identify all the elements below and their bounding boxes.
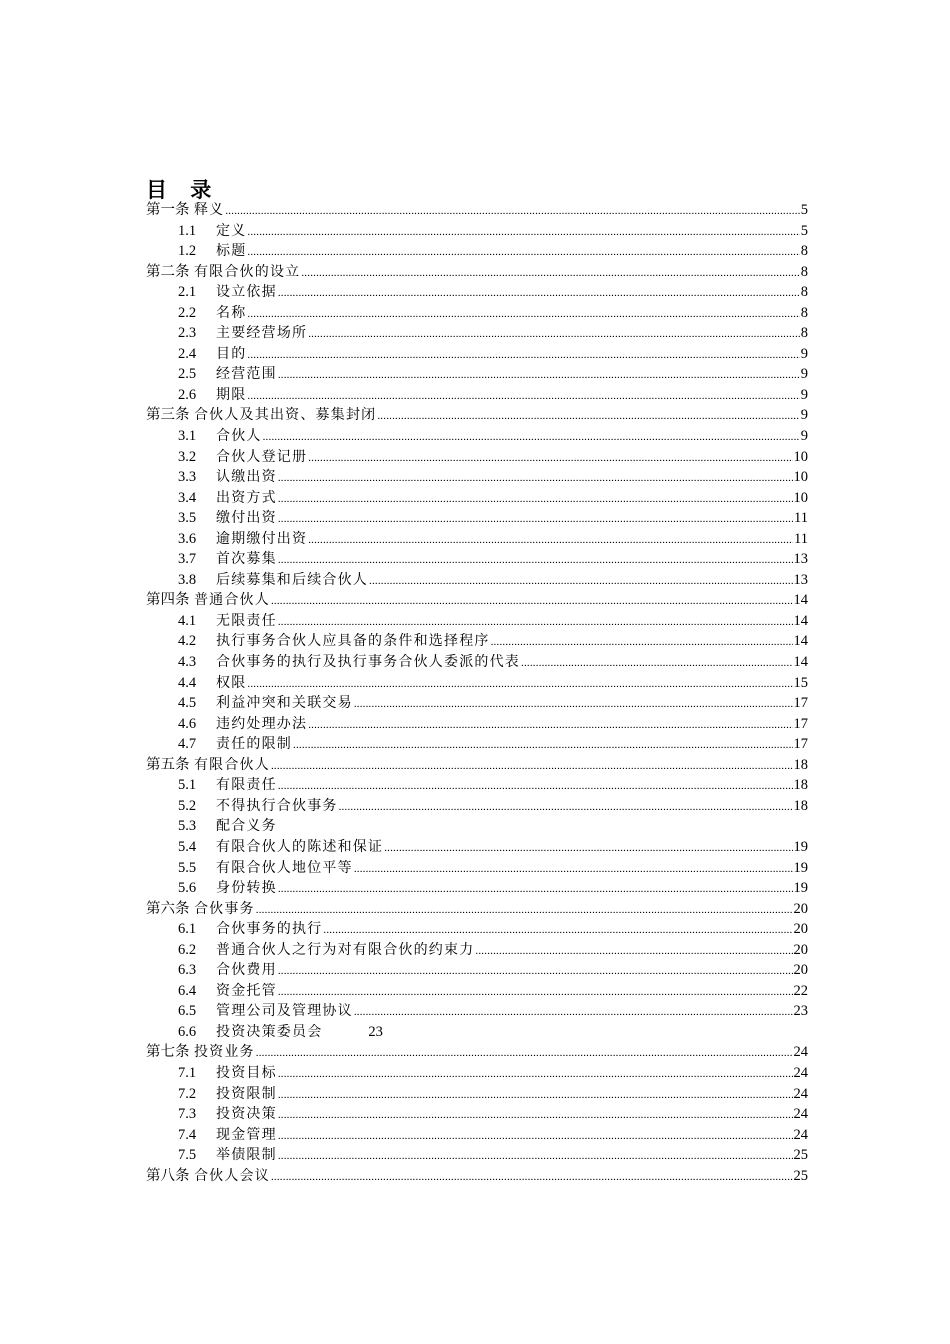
toc-page-number: 9 (800, 366, 808, 383)
toc-page-number: 11 (794, 510, 808, 527)
toc-subsection-entry[interactable] (146, 960, 808, 981)
toc-dot-leader (278, 1126, 793, 1147)
toc-subsection-entry[interactable] (146, 652, 808, 673)
toc-dot-leader (278, 468, 793, 489)
toc-page-number: 19 (793, 880, 808, 897)
toc-entry-label: 投资限制 (216, 1085, 277, 1102)
toc-subsection-entry[interactable] (146, 447, 808, 468)
toc-entry-number: 2.1 (178, 284, 197, 301)
toc-page-number: 20 (793, 900, 808, 917)
toc-subsection-entry[interactable] (146, 673, 808, 694)
toc-subsection-entry[interactable] (146, 426, 808, 447)
toc-page-number: 19 (793, 859, 808, 876)
toc-entry-label: 有限合伙人的陈述和保证 (216, 838, 384, 855)
toc-dot-leader (377, 406, 799, 427)
toc-page-number: 10 (793, 448, 808, 465)
toc-subsection-entry[interactable] (146, 858, 808, 879)
toc-entry-number: 5.6 (178, 880, 197, 897)
toc-dot-leader (278, 982, 793, 1003)
toc-entry-label: 释义 (193, 202, 225, 218)
toc-subsection-entry[interactable] (146, 221, 808, 242)
toc-page-number: 9 (800, 345, 808, 362)
toc-entry-number: 第六条 (146, 900, 190, 917)
toc-entry-label: 合伙事务的执行 (216, 921, 323, 938)
toc-page-number: 24 (793, 1106, 808, 1123)
toc-entry-number: 1.1 (178, 222, 197, 239)
toc-dot-leader (256, 900, 793, 921)
toc-dot-leader (354, 694, 793, 715)
toc-dot-leader (278, 961, 793, 982)
toc-entry-label: 责任的限制 (216, 736, 292, 753)
toc-dot-leader (339, 797, 793, 818)
toc-entry-number: 3.7 (178, 551, 197, 568)
toc-entry-label: 定义 (216, 222, 247, 239)
toc-dot-leader (263, 427, 800, 448)
toc-entry-label: 合伙人 (216, 428, 262, 445)
toc-entry-label: 合伙人登记册 (216, 448, 308, 465)
toc-subsection-entry[interactable] (146, 508, 808, 529)
toc-entry-number: 4.7 (178, 736, 197, 753)
toc-page-number: 24 (793, 1044, 808, 1061)
toc-entry-number: 1.2 (178, 243, 197, 260)
toc-entry-number: 3.3 (178, 469, 197, 486)
toc-dot-leader (308, 324, 800, 345)
toc-page-number: 18 (793, 756, 808, 773)
toc-entry-label: 无限责任 (216, 612, 277, 629)
toc-subsection-entry[interactable] (146, 1001, 808, 1022)
toc-page-number: 11 (794, 530, 808, 547)
toc-dot-leader (247, 674, 792, 695)
toc-entry-label: 设立依据 (216, 284, 277, 301)
toc-entry-number: 第四条 (146, 592, 190, 609)
toc-entry-label: 缴付出资 (216, 510, 277, 527)
toc-entry-label: 合伙人及其出资、募集封闭 (193, 407, 377, 424)
toc-page-number: 9 (800, 386, 808, 403)
toc-dot-leader (247, 345, 799, 366)
toc-subsection-entry[interactable] (146, 714, 808, 735)
toc-page-number: 10 (793, 469, 808, 486)
toc-page-number: 10 (793, 489, 808, 506)
toc-entry-label: 普通合伙人 (193, 592, 270, 609)
toc-entry-label: 后续募集和后续合伙人 (216, 571, 368, 588)
toc-page-number: 5 (800, 222, 808, 239)
toc-page-number: 23 (793, 1003, 808, 1020)
toc-entry-label: 标题 (216, 243, 247, 260)
toc-page-number: 17 (793, 715, 808, 732)
toc-entry-label: 有限合伙的设立 (193, 263, 301, 280)
toc-entry-label: 身份转换 (216, 880, 277, 897)
toc-entry-label: 利益冲突和关联交易 (216, 695, 353, 712)
toc-page-number: 17 (793, 695, 808, 712)
toc-entry-number: 4.6 (178, 715, 197, 732)
toc-entry-number: 3.1 (178, 428, 197, 445)
toc-dot-leader (247, 386, 799, 407)
toc-page-number: 14 (793, 612, 808, 629)
toc-subsection-entry[interactable] (146, 940, 808, 961)
toc-entry-label: 逾期缴付出资 (216, 530, 308, 547)
toc-subsection-entry[interactable] (146, 241, 808, 262)
toc-entry-label: 认缴出资 (216, 469, 277, 486)
toc-dot-leader (278, 550, 793, 571)
toc-entry-number: 第一条 (146, 202, 190, 218)
toc-page-number: 22 (793, 982, 808, 999)
toc-entry-number: 5.5 (178, 859, 197, 876)
toc-dot-leader (278, 1146, 793, 1167)
toc-entry-number: 5.4 (178, 838, 197, 855)
toc-dot-leader (271, 756, 793, 777)
toc-section-entry[interactable] (146, 899, 808, 920)
toc-dot-leader (256, 1043, 793, 1064)
toc-dot-leader (308, 715, 792, 736)
toc-subsection-entry[interactable] (146, 796, 808, 817)
toc-dot-leader (278, 776, 793, 797)
toc-entry-number: 7.1 (178, 1064, 197, 1081)
toc-page-number: 25 (793, 1147, 808, 1164)
toc-entry-label: 有限责任 (216, 777, 277, 794)
toc-entry-number: 第七条 (146, 1044, 190, 1061)
toc-subsection-entry[interactable] (146, 323, 808, 344)
toc-dot-leader (225, 201, 799, 222)
toc-dot-leader (323, 920, 792, 941)
toc-dot-leader (278, 1105, 793, 1126)
toc-entry-number: 2.6 (178, 386, 197, 403)
toc-dot-leader (278, 879, 793, 900)
toc-entry-label: 执行事务合伙人应具备的条件和选择程序 (216, 633, 490, 650)
toc-entry-number: 4.2 (178, 633, 197, 650)
toc-entry-number: 4.3 (178, 654, 197, 671)
toc-page-number: 14 (793, 654, 808, 671)
toc-page-number: 5 (800, 202, 808, 218)
toc-dot-leader (278, 612, 793, 633)
toc-subsection-entry[interactable] (146, 1125, 808, 1146)
toc-entry-label: 合伙事务 (193, 900, 255, 917)
toc-dot-leader (308, 530, 793, 551)
toc-entry-label: 普通合伙人之行为对有限合伙的约束力 (216, 941, 475, 958)
toc-page-number: 23 (368, 1023, 383, 1040)
toc-page-number: 25 (793, 1167, 808, 1184)
toc-dot-leader (521, 653, 793, 674)
toc-subsection-entry[interactable] (146, 919, 808, 940)
toc-page-number: 13 (793, 571, 808, 588)
toc-page-number: 17 (793, 736, 808, 753)
toc-entry-number: 2.3 (178, 325, 197, 342)
toc-subsection-entry[interactable] (146, 344, 808, 365)
toc-page-number: 14 (793, 633, 808, 650)
toc-section-entry[interactable] (146, 590, 808, 611)
toc-page-number: 8 (800, 263, 808, 280)
toc-page-number: 20 (793, 921, 808, 938)
toc-page-number: 8 (800, 304, 808, 321)
toc-entry-label: 期限 (216, 386, 247, 403)
toc-subsection-entry[interactable] (146, 1145, 808, 1166)
toc-dot-leader (369, 571, 793, 592)
toc-section-entry[interactable] (146, 1042, 808, 1063)
toc-subsection-entry[interactable] (146, 611, 808, 632)
toc-dot-leader (278, 509, 793, 530)
toc-subsection-entry[interactable] (146, 570, 808, 591)
toc-dot-leader (278, 283, 800, 304)
toc-entry-label: 出资方式 (216, 489, 277, 506)
toc-page-number: 20 (793, 941, 808, 958)
toc-dot-leader (354, 859, 793, 880)
toc-entry-number: 6.6 (178, 1023, 197, 1040)
toc-page-number: 24 (793, 1126, 808, 1143)
toc-dot-leader (247, 242, 799, 263)
toc-dot-leader (278, 365, 800, 386)
toc-entry-label: 举债限制 (216, 1147, 277, 1164)
toc-subsection-entry[interactable] (146, 467, 808, 488)
toc-entry-label: 目的 (216, 345, 247, 362)
toc-entry-number: 第五条 (146, 756, 190, 773)
toc-subsection-entry[interactable] (146, 1022, 808, 1043)
toc-section-entry[interactable] (146, 755, 808, 776)
toc-subsection-entry[interactable] (146, 1104, 808, 1125)
toc-dot-leader (278, 489, 793, 510)
toc-entry-number: 6.5 (178, 1003, 197, 1020)
toc-entry-label: 资金托管 (216, 982, 277, 999)
toc-subsection-entry[interactable] (146, 816, 808, 837)
toc-subsection-entry[interactable] (146, 529, 808, 550)
toc-entry-number: 7.2 (178, 1085, 197, 1102)
toc-entry-label: 权限 (216, 674, 247, 691)
toc-entry-number: 3.5 (178, 510, 197, 527)
toc-dot-leader (271, 591, 793, 612)
toc-entry-number: 7.4 (178, 1126, 197, 1143)
toc-entry-label: 主要经营场所 (216, 325, 308, 342)
toc-entry-number: 7.5 (178, 1147, 197, 1164)
toc-subsection-entry[interactable] (146, 488, 808, 509)
toc-subsection-entry[interactable] (146, 282, 808, 303)
toc-entry-number: 6.2 (178, 941, 197, 958)
toc-entry-number: 第八条 (146, 1167, 190, 1184)
toc-section-entry[interactable] (146, 200, 808, 221)
toc-page-number: 19 (793, 838, 808, 855)
toc-dot-leader (278, 1085, 793, 1106)
toc-entry-number: 7.3 (178, 1106, 197, 1123)
toc-subsection-entry[interactable] (146, 1063, 808, 1084)
toc-page-number: 20 (793, 962, 808, 979)
toc-page-number: 15 (793, 674, 808, 691)
toc-subsection-entry[interactable] (146, 549, 808, 570)
toc-entry-label: 管理公司及管理协议 (216, 1003, 353, 1020)
toc-page-number: 9 (800, 407, 808, 424)
toc-section-entry[interactable] (146, 1166, 808, 1187)
toc-entry-label: 合伙费用 (216, 962, 277, 979)
table-of-contents (146, 200, 808, 1186)
toc-entry-label: 配合义务 (216, 818, 277, 835)
toc-title: 目 录 (146, 177, 220, 202)
toc-entry-number: 4.4 (178, 674, 197, 691)
toc-entry-number: 6.4 (178, 982, 197, 999)
toc-subsection-entry[interactable] (146, 981, 808, 1002)
toc-entry-number: 2.5 (178, 366, 197, 383)
toc-entry-number: 第三条 (146, 407, 190, 424)
toc-entry-number: 3.6 (178, 530, 197, 547)
toc-entry-number: 3.2 (178, 448, 197, 465)
toc-dot-leader (247, 222, 799, 243)
toc-page-number: 8 (800, 325, 808, 342)
toc-entry-label: 投资业务 (193, 1044, 255, 1061)
toc-entry-number: 2.2 (178, 304, 197, 321)
toc-page-number: 18 (793, 777, 808, 794)
toc-subsection-entry[interactable] (146, 693, 808, 714)
toc-entry-label: 合伙事务的执行及执行事务合伙人委派的代表 (216, 654, 520, 671)
toc-entry-label: 有限合伙人 (193, 756, 270, 773)
toc-page-number: 8 (800, 284, 808, 301)
toc-entry-label: 经营范围 (216, 366, 277, 383)
toc-entry-number: 5.2 (178, 797, 197, 814)
toc-entry-number: 2.4 (178, 345, 197, 362)
toc-subsection-entry[interactable] (146, 303, 808, 324)
toc-dot-leader (384, 838, 792, 859)
toc-page-number: 24 (793, 1085, 808, 1102)
toc-dot-leader (301, 263, 799, 284)
toc-dot-leader (354, 1002, 793, 1023)
toc-dot-leader (278, 1064, 793, 1085)
toc-page-number: 14 (793, 592, 808, 609)
toc-entry-label: 现金管理 (216, 1126, 277, 1143)
toc-entry-label: 首次募集 (216, 551, 277, 568)
toc-dot-leader (308, 448, 792, 469)
toc-entry-label: 名称 (216, 304, 247, 321)
toc-page-number: 8 (800, 243, 808, 260)
toc-entry-label: 合伙人会议 (193, 1167, 270, 1184)
toc-subsection-entry[interactable] (146, 631, 808, 652)
toc-subsection-entry[interactable] (146, 734, 808, 755)
toc-entry-number: 3.4 (178, 489, 197, 506)
toc-subsection-entry[interactable] (146, 837, 808, 858)
toc-entry-number: 第二条 (146, 263, 190, 280)
toc-dot-leader (491, 632, 793, 653)
toc-entry-number: 4.1 (178, 612, 197, 629)
toc-subsection-entry[interactable] (146, 775, 808, 796)
toc-entry-label: 不得执行合伙事务 (216, 797, 338, 814)
toc-entry-label: 投资决策委员会 (216, 1023, 323, 1040)
toc-entry-label: 投资目标 (216, 1064, 277, 1081)
toc-subsection-entry[interactable] (146, 878, 808, 899)
toc-entry-number: 5.1 (178, 777, 197, 794)
toc-dot-leader (475, 941, 792, 962)
toc-entry-number: 6.1 (178, 921, 197, 938)
toc-entry-number: 4.5 (178, 695, 197, 712)
toc-entry-number: 5.3 (178, 818, 197, 835)
toc-section-entry[interactable] (146, 405, 808, 426)
toc-section-entry[interactable] (146, 262, 808, 283)
toc-dot-leader (293, 735, 793, 756)
toc-entry-number: 6.3 (178, 962, 197, 979)
toc-dot-leader (247, 304, 799, 325)
toc-page-number: 9 (800, 428, 808, 445)
toc-page-number: 18 (793, 797, 808, 814)
toc-page-number: 24 (793, 1064, 808, 1081)
toc-entry-label: 有限合伙人地位平等 (216, 859, 353, 876)
toc-entry-label: 投资决策 (216, 1106, 277, 1123)
toc-subsection-entry[interactable] (146, 1084, 808, 1105)
toc-entry-label: 违约处理办法 (216, 715, 308, 732)
toc-page-number: 13 (793, 551, 808, 568)
toc-dot-leader (271, 1167, 793, 1188)
toc-subsection-entry[interactable] (146, 385, 808, 406)
toc-entry-number: 3.8 (178, 571, 197, 588)
toc-subsection-entry[interactable] (146, 364, 808, 385)
